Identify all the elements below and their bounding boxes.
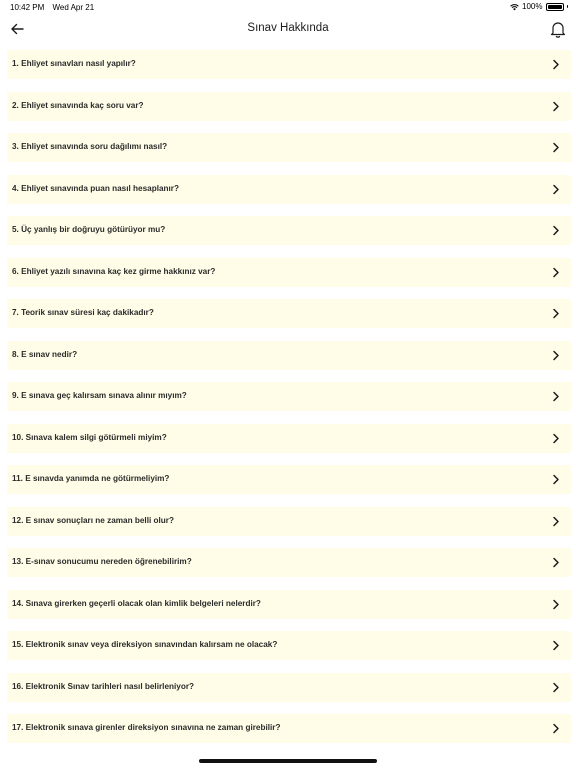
faq-item[interactable] [7,92,571,121]
chevron-right-icon [552,59,560,70]
faq-question-label: 4. Ehliyet sınavında puan nasıl hesaplanır? [12,183,179,193]
faq-item[interactable] [7,382,571,411]
faq-item[interactable] [7,507,571,536]
faq-question-label: 9. E sınava geç kalırsam sınava alınır mıyım? [12,391,187,400]
faq-question-label: 1. Ehliyet sınavları nasıl yapılır? [12,59,136,68]
faq-item[interactable] [7,631,571,660]
faq-question-label: 3. Ehliyet sınavında soru dağılımı nasıl? [12,142,168,151]
faq-question-label: 15. Elektronik sınav veya direksiyon sınavından kalırsam ne olacak? [12,640,278,649]
faq-question-label: 7. Teorik sınav süresi kaç dakikadır? [12,308,154,317]
chevron-right-icon [552,433,560,444]
faq-question-label: 12. E sınav sonuçları ne zaman belli olur? [12,515,174,525]
status-right [510,2,568,11]
faq-item[interactable] [7,258,571,287]
faq-item[interactable] [7,673,571,702]
faq-item[interactable] [7,590,571,619]
faq-item[interactable] [7,341,571,370]
battery-percent: 100% [522,2,543,11]
faq-item[interactable] [7,50,571,79]
navigation-bar [0,14,576,44]
battery-tip [567,5,569,8]
faq-item[interactable] [7,424,571,453]
page-title: Sınav Hakkında [247,22,329,34]
faq-item[interactable] [7,714,571,743]
faq-question-label: 11. E sınavda yanımda ne götürmeliyim? [12,474,170,483]
faq-question-label: 8. E sınav nedir? [12,349,78,359]
chevron-right-icon [552,474,560,485]
chevron-right-icon [552,184,560,195]
faq-list [7,50,571,756]
bell-icon[interactable] [548,19,568,39]
faq-item[interactable] [7,216,571,245]
faq-question-label: 13. E-sınav sonucumu nereden öğrenebilirim? [12,557,192,566]
faq-question-label: 6. Ehliyet yazılı sınavına kaç kez girme hakkınız var? [12,266,216,276]
faq-item[interactable] [7,299,571,328]
faq-question-label: 14. Sınava girerken geçerli olacak olan kimlik belgeleri nelerdir? [12,598,261,608]
faq-item[interactable] [7,548,571,577]
home-indicator [199,759,377,763]
chevron-right-icon [552,723,560,734]
chevron-right-icon [552,225,560,236]
status-time: 10:42 PM [10,3,45,12]
chevron-right-icon [552,682,560,693]
chevron-right-icon [552,391,560,402]
faq-question-label: 17. Elektronik sınava girenler direksiyon sınavına ne zaman girebilir? [12,723,281,732]
battery-icon [546,3,564,11]
chevron-right-icon [552,267,560,278]
faq-item[interactable] [7,133,571,162]
chevron-right-icon [552,142,560,153]
status-bar [0,0,576,14]
chevron-right-icon [552,516,560,527]
chevron-right-icon [552,557,560,568]
wifi-icon [510,3,519,11]
faq-item[interactable] [7,175,571,204]
status-date: Wed Apr 21 [52,3,95,12]
chevron-right-icon [552,308,560,319]
faq-question-label: 16. Elektronik Sınav tarihleri nasıl belirleniyor? [12,681,195,691]
faq-item[interactable] [7,465,571,494]
faq-question-label: 2. Ehliyet sınavında kaç soru var? [12,100,144,110]
chevron-right-icon [552,101,560,112]
chevron-right-icon [552,640,560,651]
chevron-right-icon [552,599,560,610]
faq-question-label: 5. Üç yanlış bir doğruyu götürüyor mu? [12,225,166,234]
chevron-right-icon [552,350,560,361]
faq-question-label: 10. Sınava kalem silgi götürmeli miyim? [12,432,167,442]
status-left [10,3,94,12]
